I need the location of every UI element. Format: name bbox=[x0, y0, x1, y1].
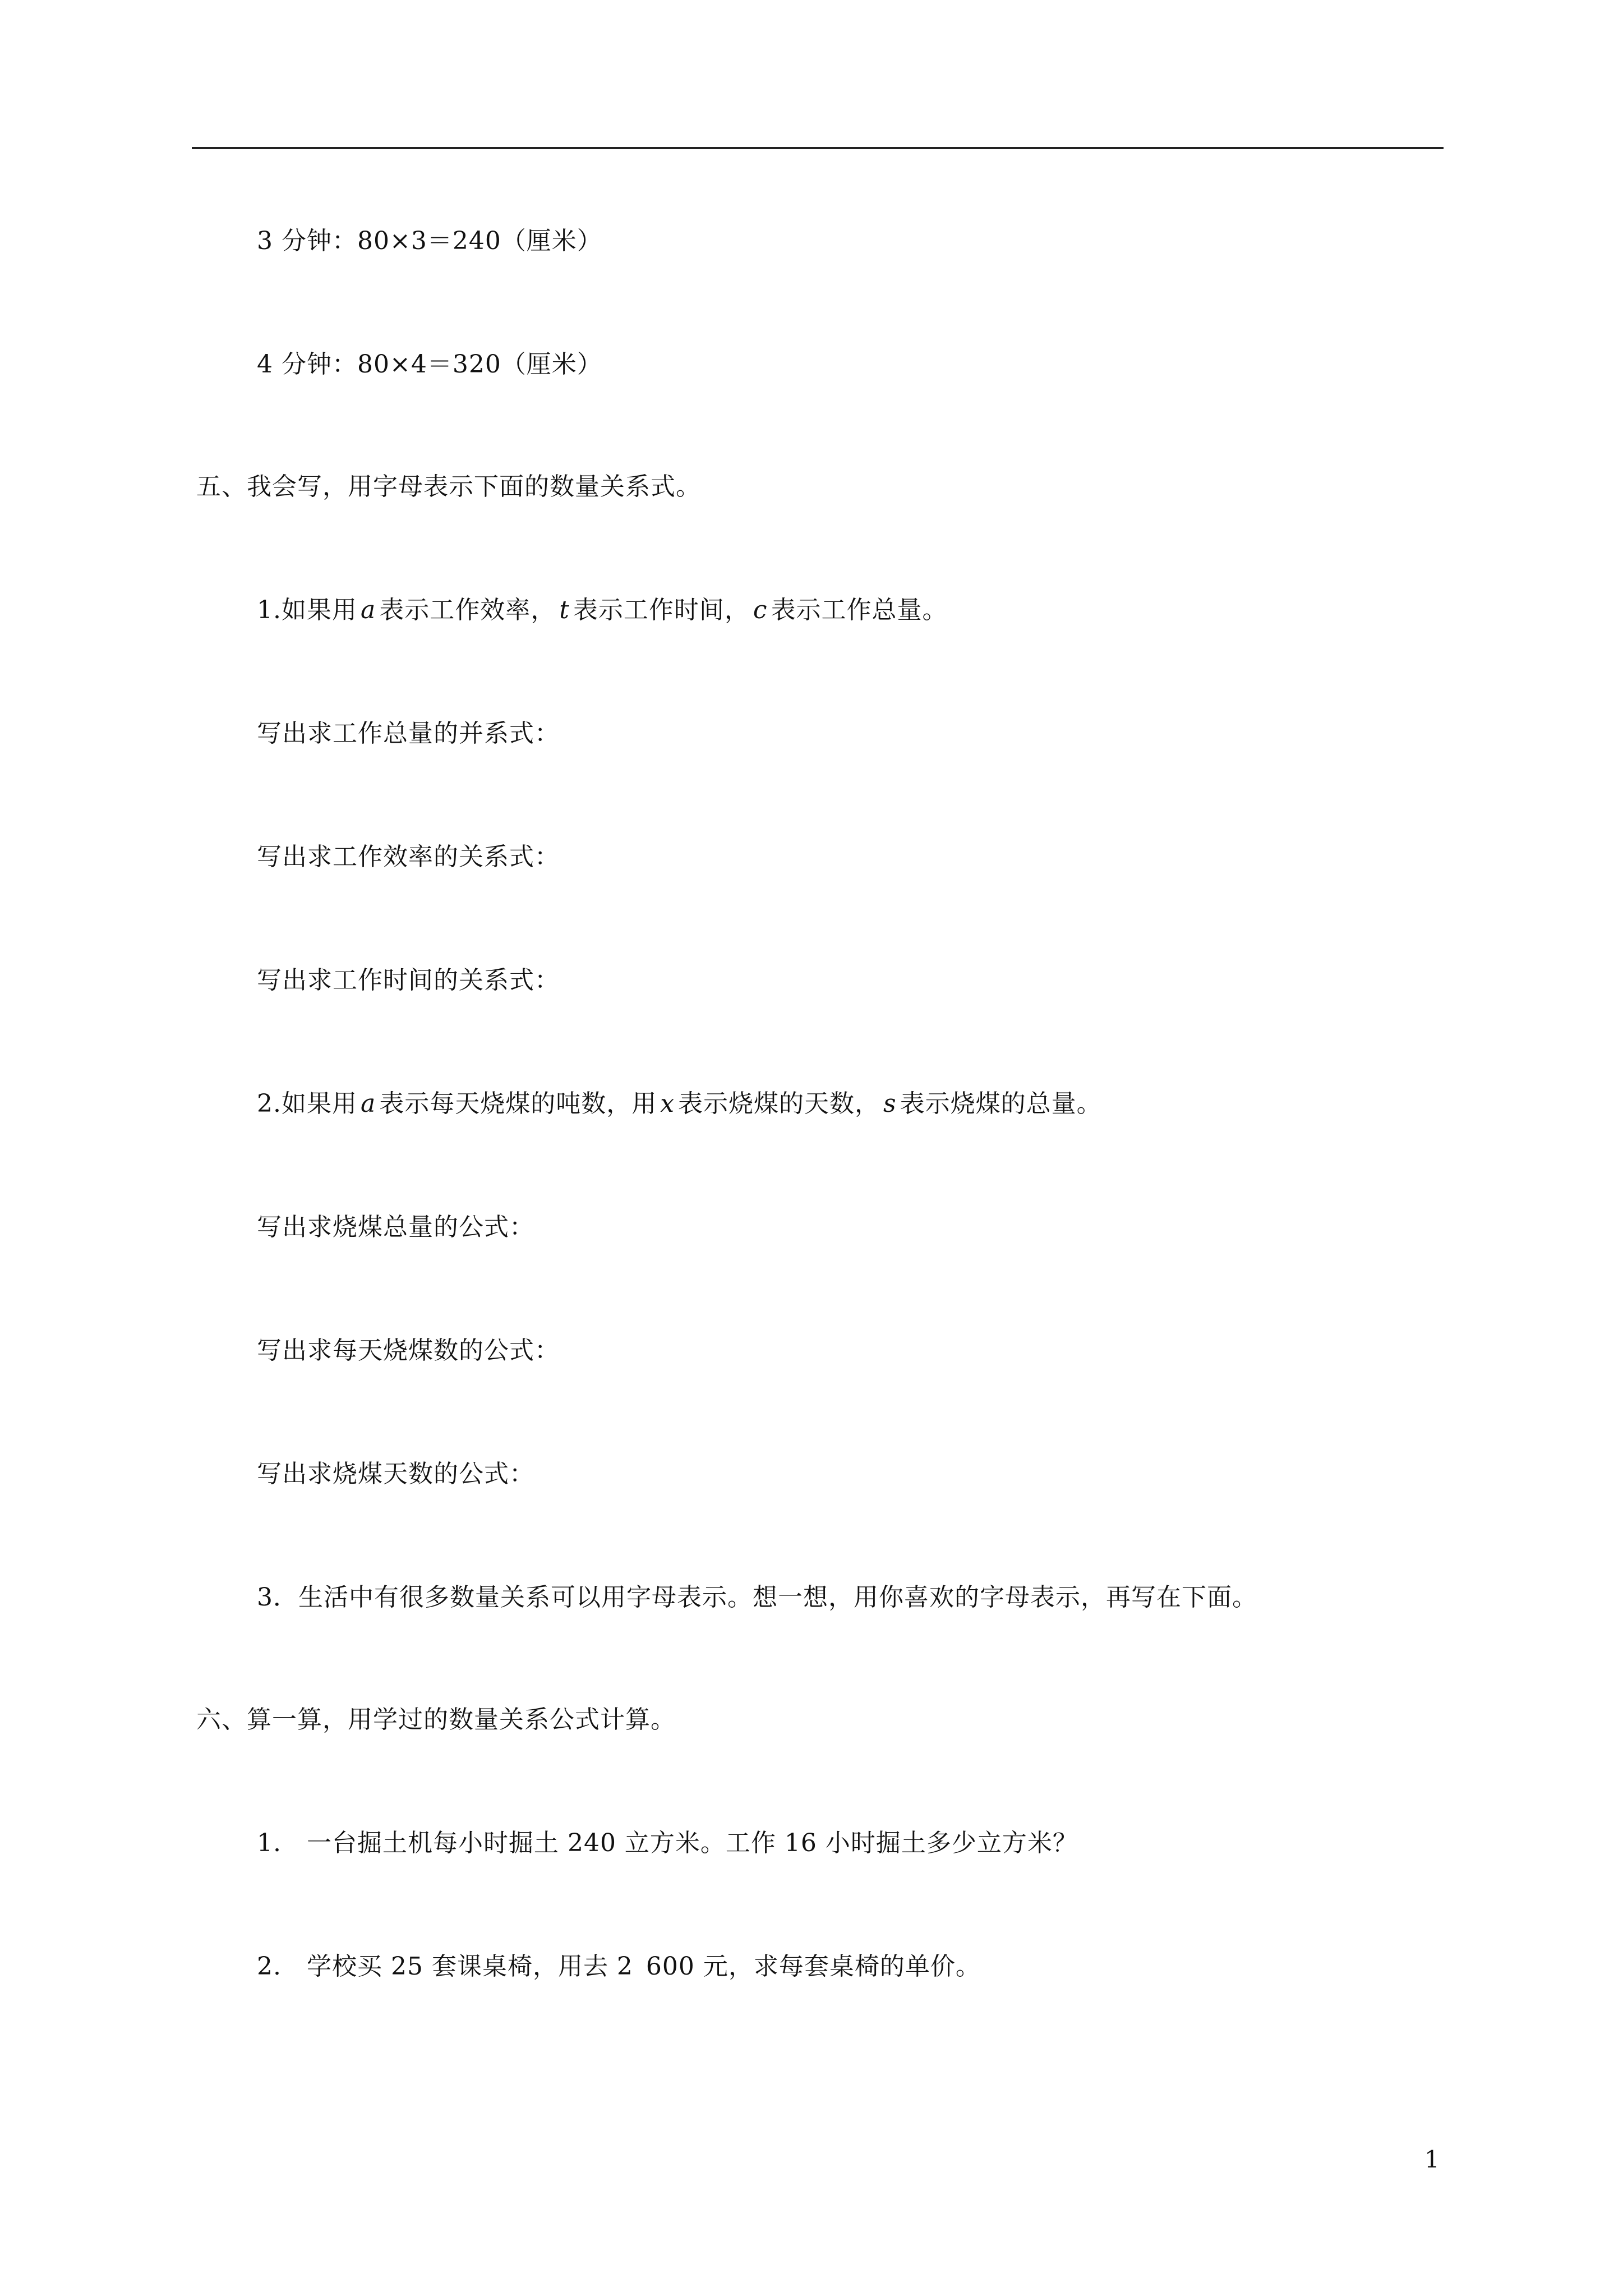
section-heading-5: 五、我会写，用字母表示下面的数量关系式。 bbox=[196, 472, 701, 501]
question-6-1: 1. 一台掘土机每小时掘土 240 立方米。工作 16 小时掘土多少立方米？ bbox=[257, 1829, 1078, 1857]
prompt-work-efficiency: 写出求工作效率的关系式： bbox=[257, 843, 560, 871]
question-6-2: 2. 学校买 25 套课桌椅，用去 2 600 元，求每套桌椅的单价。 bbox=[257, 1952, 981, 1981]
section-heading-6: 六、算一算，用学过的数量关系公式计算。 bbox=[196, 1705, 676, 1734]
prompt-work-time: 写出求工作时间的关系式： bbox=[257, 966, 560, 995]
variable-c: c bbox=[753, 596, 768, 624]
text-line-3min: 3 分钟：80×3＝240（厘米） bbox=[257, 227, 602, 255]
question-5-1-pre: 1.如果用 bbox=[257, 596, 357, 624]
variable-a: a bbox=[360, 1089, 376, 1118]
prompt-work-total: 写出求工作总量的并系式： bbox=[257, 719, 560, 748]
question-5-1 bbox=[257, 593, 948, 627]
question-5-2-mid2: 表示烧煤的天数， bbox=[678, 1089, 880, 1118]
variable-a: a bbox=[360, 596, 376, 624]
page-number: 1 bbox=[1424, 2146, 1440, 2173]
question-5-2-post: 表示烧煤的总量。 bbox=[900, 1089, 1102, 1118]
question-5-3: 3．生活中有很多数量关系可以用字母表示。想一想，用你喜欢的字母表示，再写在下面。 bbox=[257, 1583, 1257, 1612]
header-rule bbox=[192, 147, 1444, 149]
variable-t: t bbox=[559, 596, 570, 624]
prompt-coal-total: 写出求烧煤总量的公式： bbox=[257, 1213, 534, 1241]
variable-x: x bbox=[660, 1089, 675, 1118]
question-5-2-mid1: 表示每天烧煤的吨数，用 bbox=[379, 1089, 657, 1118]
question-5-1-post: 表示工作总量。 bbox=[771, 596, 948, 624]
question-5-2-pre: 2.如果用 bbox=[257, 1089, 357, 1118]
question-5-2 bbox=[257, 1087, 1102, 1121]
prompt-coal-days: 写出求烧煤天数的公式： bbox=[257, 1460, 534, 1488]
question-5-1-mid2: 表示工作时间， bbox=[573, 596, 750, 624]
variable-s: s bbox=[883, 1089, 897, 1118]
prompt-coal-daily: 写出求每天烧煤数的公式： bbox=[257, 1336, 560, 1365]
question-5-1-mid1: 表示工作效率， bbox=[379, 596, 556, 624]
text-line-4min: 4 分钟：80×4＝320（厘米） bbox=[257, 350, 602, 379]
